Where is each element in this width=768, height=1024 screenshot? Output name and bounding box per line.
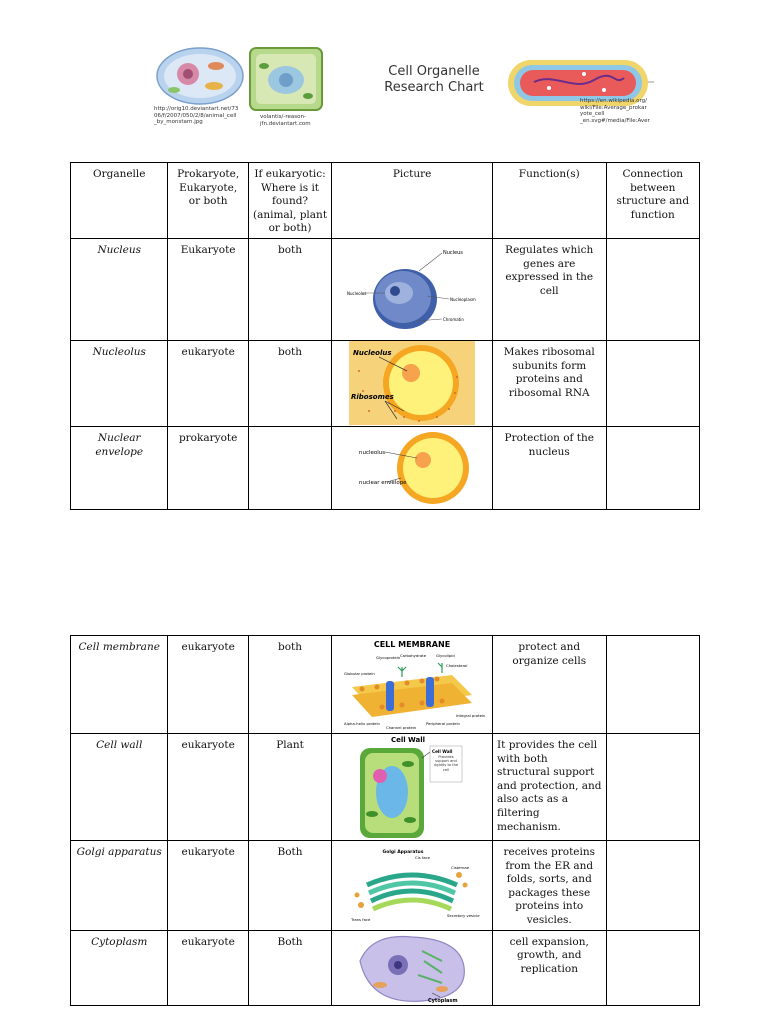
label-cisternae: Cisternae xyxy=(451,865,470,871)
label-nucleolus: Nucleolus xyxy=(347,291,367,297)
page-header xyxy=(148,38,658,130)
label-glycoprotein: Glycoprotein xyxy=(376,654,401,660)
label-cholesterol: Cholesterol xyxy=(446,662,468,668)
animal-cell-caption: http://orig10.deviantart.net/73 06/f/2007/050/2/8/animal_cell _by_monstarn.jpg xyxy=(154,106,239,125)
cell-function: It provides the cell with both structural support and protection, and also acts as a filtering mechanism. xyxy=(492,734,606,841)
header-where: If eukaryotic: Where is it found? (animal, plant or both) xyxy=(248,163,331,239)
label-ribosomes: Ribosomes xyxy=(351,393,394,402)
cell-organelle: Golgi apparatus xyxy=(71,841,168,931)
table-row xyxy=(71,636,700,734)
cell-picture xyxy=(332,930,493,1005)
page-title xyxy=(374,64,494,96)
label-golgi-title: Golgi Apparatus xyxy=(382,850,424,856)
cell-type: eukaryote xyxy=(168,930,248,1005)
table-row xyxy=(71,426,700,509)
cytoplasm-diagram xyxy=(352,931,472,1005)
cell-connection xyxy=(606,238,699,340)
cell-where: both xyxy=(248,636,331,734)
prokaryote-cell-caption: https://en.wikipedia.org/ wiki/File:Average_prokar yote_cell _en.svg#/media/File:Aver xyxy=(580,98,650,124)
cell-organelle: Nucleus xyxy=(71,238,168,340)
header-organelle: Organelle xyxy=(71,163,168,239)
label-globular-protein: Globular protein xyxy=(344,670,375,676)
cell-function: cell expansion, growth, and replication xyxy=(492,930,606,1005)
cell-picture xyxy=(332,841,493,931)
cell-type: eukaryote xyxy=(168,636,248,734)
cell-where xyxy=(248,426,331,509)
table-row xyxy=(71,841,700,931)
header-function: Function(s) xyxy=(492,163,606,239)
cell-picture xyxy=(332,636,493,734)
cell-connection xyxy=(606,734,699,841)
cell-where: Plant xyxy=(248,734,331,841)
cell-picture xyxy=(332,734,493,841)
label-cell-membrane-title: CELL MEMBRANE xyxy=(373,639,451,649)
label-cell-wall: Cell Wall xyxy=(432,749,453,754)
cell-where: both xyxy=(248,340,331,426)
title-line-1: Cell Organelle xyxy=(388,64,480,79)
table-row xyxy=(71,238,700,340)
label-alpha-helix-protein: Alpha-helix protein xyxy=(344,720,381,726)
header-connection: Connection between structure and function xyxy=(606,163,699,239)
cell-organelle: Cell wall xyxy=(71,734,168,841)
label-nuclear-envelope: nuclear envelope xyxy=(359,479,407,486)
cell-function: Regulates which genes are expressed in the cell xyxy=(492,238,606,340)
cell-wall-diagram xyxy=(352,734,472,840)
label-cytoplasm: Cytoplasm xyxy=(428,997,458,1004)
nucleus-diagram xyxy=(347,241,477,337)
label-peripheral-protein: Peripheral protein xyxy=(426,720,460,726)
label-secretory-vesicle: Secretory vesicle xyxy=(447,913,480,919)
cell-organelle: Nucleolus xyxy=(71,340,168,426)
label-chromatin: Chromatin xyxy=(443,317,464,323)
cell-type: eukaryote xyxy=(168,734,248,841)
table-row xyxy=(71,340,700,426)
table-row xyxy=(71,734,700,841)
label-glycolipid: Glycolipid xyxy=(436,652,455,658)
cell-connection xyxy=(606,426,699,509)
label-channel-protein: Channel protein xyxy=(386,724,417,730)
cell-type: eukaryote xyxy=(168,340,248,426)
label-nucleus: Nucleus xyxy=(443,250,463,257)
table-row xyxy=(71,930,700,1005)
organelle-chart-table-2 xyxy=(70,635,700,1006)
label-cell-wall-title: Cell Wall xyxy=(391,736,426,744)
plant-cell-image xyxy=(248,46,324,112)
cell-picture xyxy=(332,238,493,340)
nucleolus-diagram xyxy=(349,341,475,425)
nuclear-envelope-diagram xyxy=(349,430,475,506)
animal-cell-image xyxy=(154,42,246,110)
cell-type: eukaryote xyxy=(168,841,248,931)
label-carbohydrate: Carbohydrate xyxy=(400,652,427,658)
cell-function: protect and organize cells xyxy=(492,636,606,734)
label-nucleolus: Nucleolus xyxy=(353,349,392,358)
label-integral-protein: Integral protein xyxy=(456,712,486,718)
cell-connection xyxy=(606,930,699,1005)
cell-function: receives proteins from the ER and folds, sorts, and packages these proteins into vesicles. xyxy=(492,841,606,931)
cell-organelle: Cytoplasm xyxy=(71,930,168,1005)
cell-function: Protection of the nucleus xyxy=(492,426,606,509)
cell-where: both xyxy=(248,238,331,340)
cell-organelle: Cell membrane xyxy=(71,636,168,734)
label-trans-face: Trans face xyxy=(351,917,371,923)
cell-membrane-diagram xyxy=(342,637,486,733)
cell-organelle: Nuclear envelope xyxy=(71,426,168,509)
header-picture: Picture xyxy=(332,163,493,239)
cell-where: Both xyxy=(248,930,331,1005)
cell-connection xyxy=(606,841,699,931)
cell-connection xyxy=(606,340,699,426)
header-type: Prokaryote, Eukaryote, or both xyxy=(168,163,248,239)
golgi-apparatus-diagram xyxy=(347,845,480,925)
title-line-2: Research Chart xyxy=(384,80,484,95)
cell-picture xyxy=(332,426,493,509)
label-cis-face: Cis face xyxy=(415,855,431,861)
organelle-chart-table-1 xyxy=(70,162,700,510)
cell-type: Eukaryote xyxy=(168,238,248,340)
cell-connection xyxy=(606,636,699,734)
cell-picture xyxy=(332,340,493,426)
label-nucleolus: nucleolus xyxy=(359,449,386,456)
label-cell-wall-description: Provides support and rigidity to the cell xyxy=(433,755,459,772)
cell-type: prokaryote xyxy=(168,426,248,509)
plant-cell-caption: volantis/-reason- jfn.deviantart.com xyxy=(260,114,311,127)
label-nucleoplasm: Nucleoplasm xyxy=(450,297,476,303)
table-header-row xyxy=(71,163,700,239)
cell-function: Makes ribosomal subunits form proteins and ribosomal RNA xyxy=(492,340,606,426)
cell-where: Both xyxy=(248,841,331,931)
